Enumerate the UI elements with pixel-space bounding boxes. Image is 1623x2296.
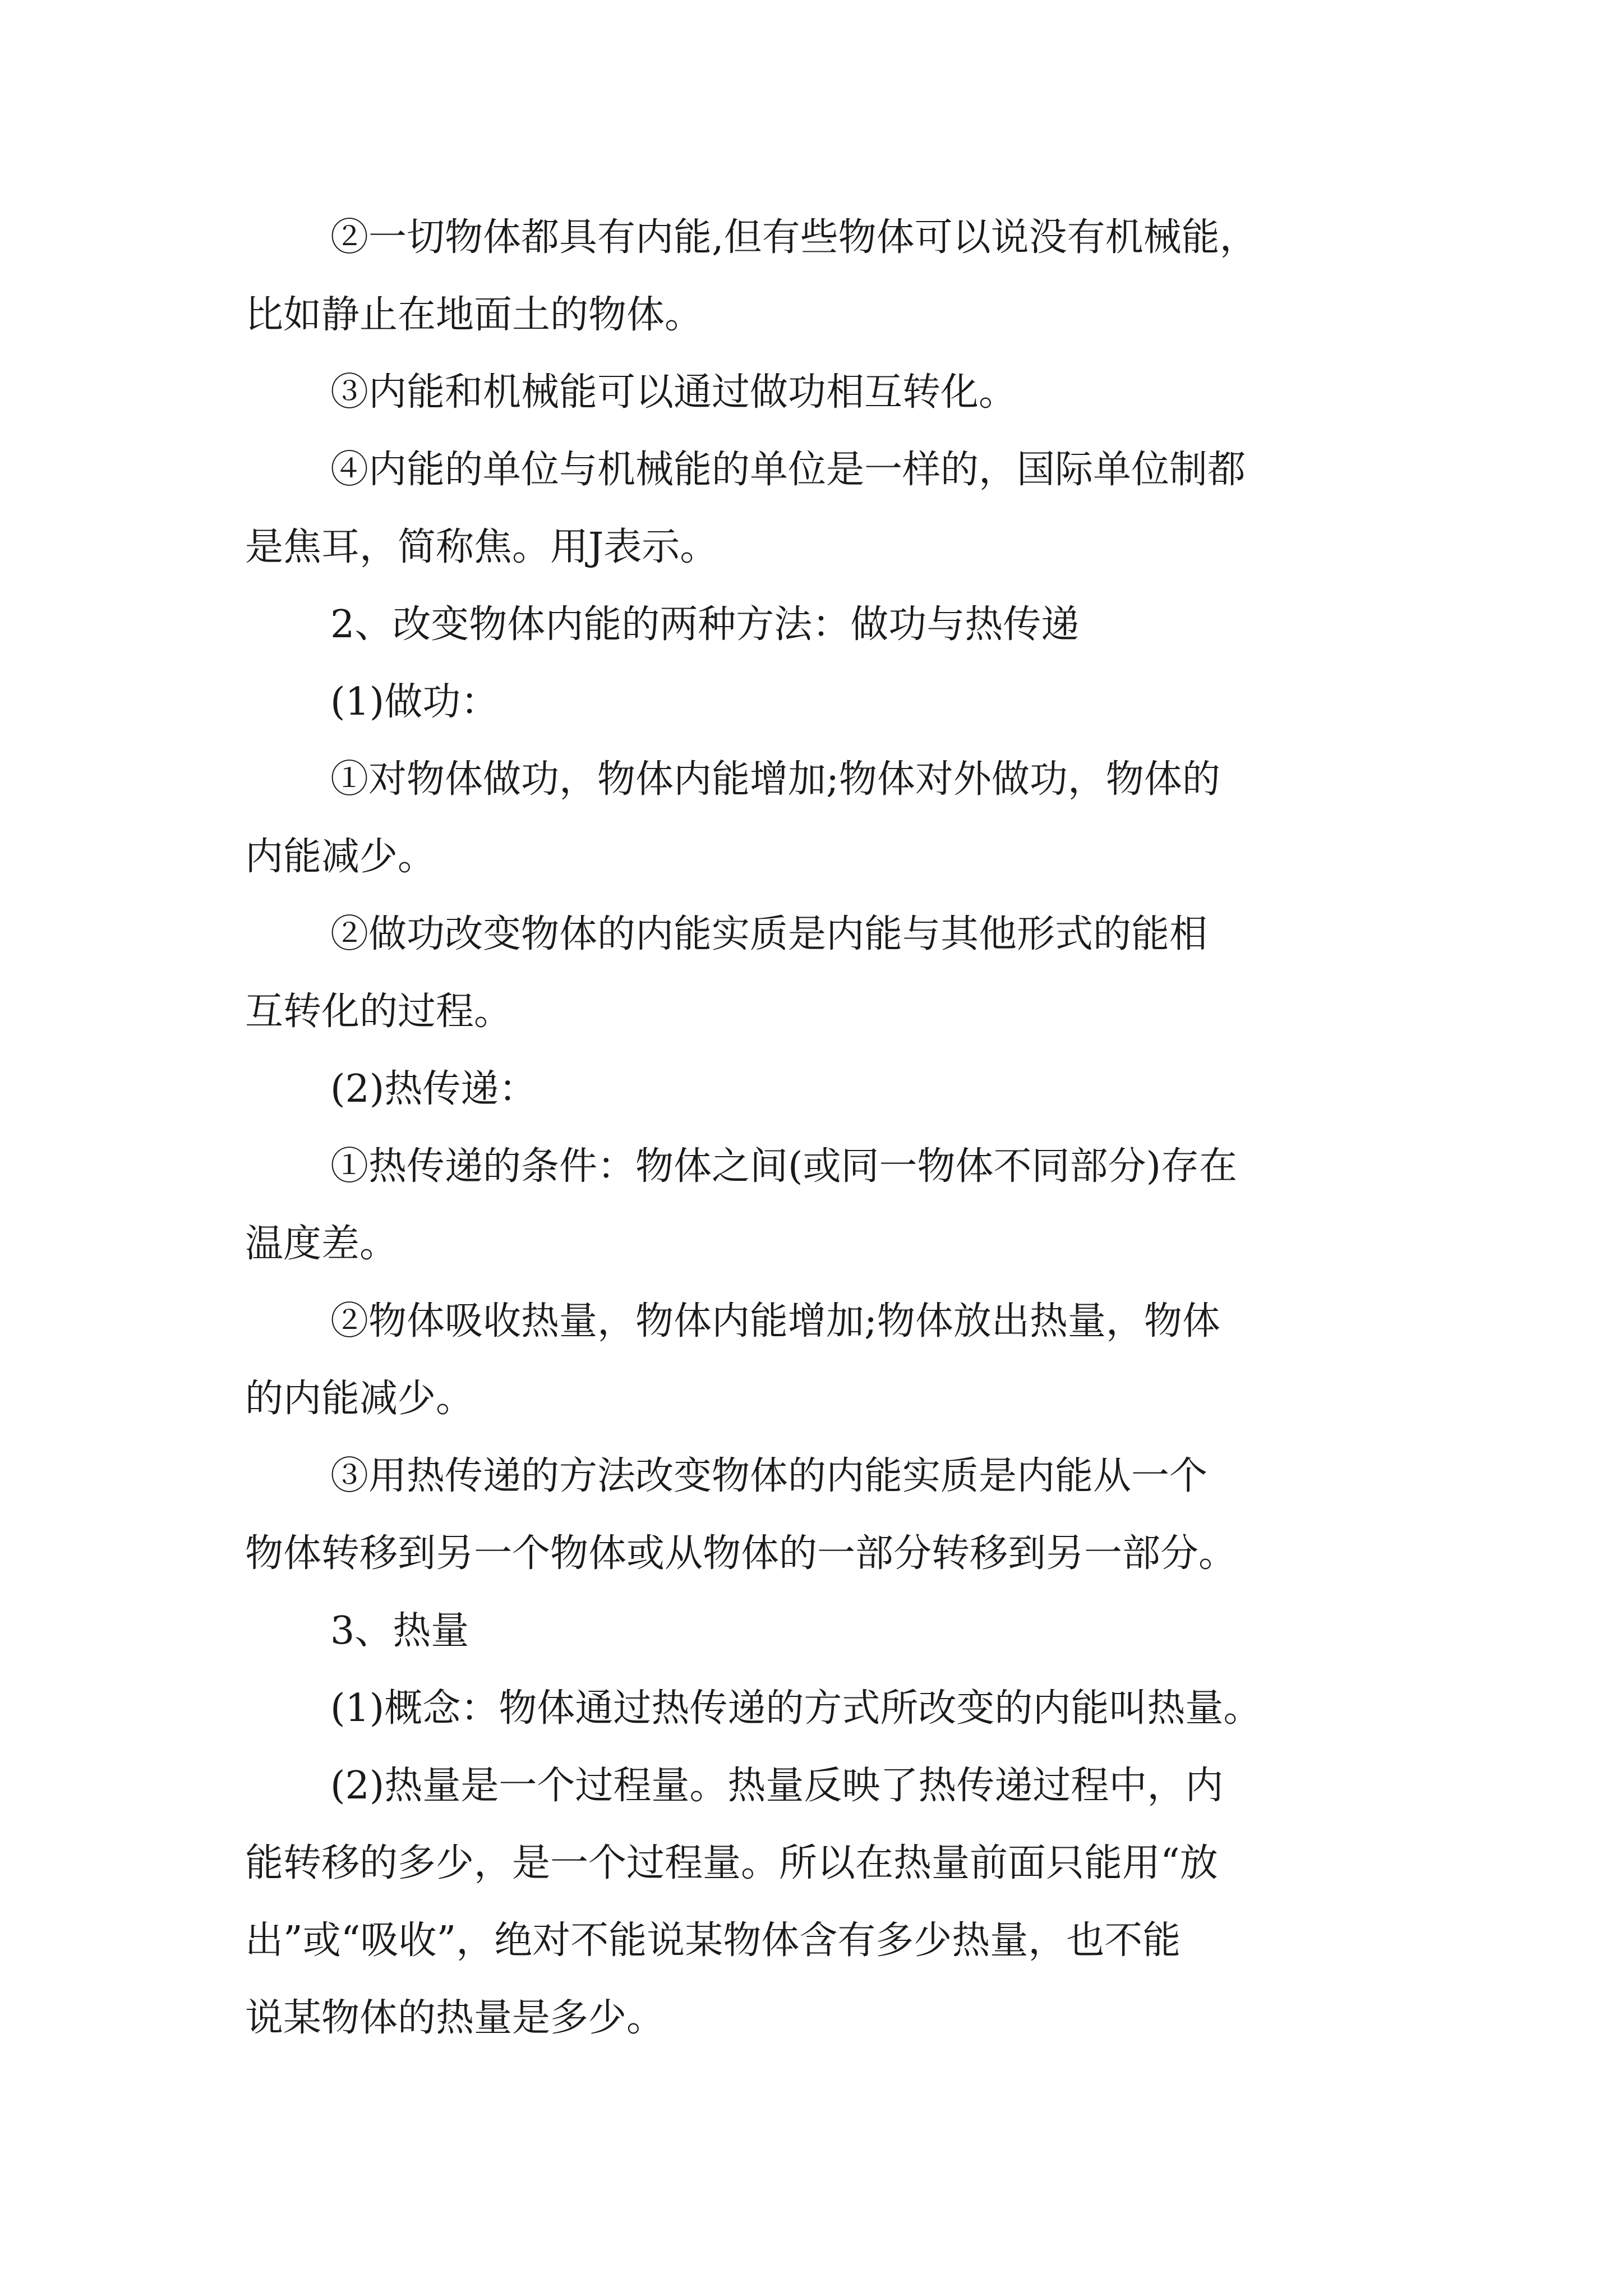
text-line: 温度差。 [245,1222,398,1266]
text-line: 3、热量 [330,1609,469,1653]
text-line: 2、改变物体内能的两种方法：做功与热传递 [330,602,1080,647]
text-line: ④内能的单位与机械能的单位是一样的，国际单位制都 [330,448,1246,492]
text-line: ①对物体做功，物体内能增加;物体对外做功，物体的 [330,757,1220,802]
text-line: ①热传递的条件：物体之间(或同一物体不同部分)存在 [330,1144,1238,1189]
document-body [245,199,1434,2057]
text-line: 的内能减少。 [245,1377,474,1421]
text-line: 能转移的多少，是一个过程量。所以在热量前面只能用“放 [245,1841,1218,1885]
text-line: (2)热传递： [330,1067,537,1111]
text-line: 互转化的过程。 [245,990,513,1034]
text-line: ③内能和机械能可以通过做功相互转化。 [330,370,1017,415]
text-line: 出”或“吸收”，绝对不能说某物体含有多少热量，也不能 [245,1918,1181,1963]
text-line: 说某物体的热量是多少。 [245,1996,665,2040]
text-line: 是焦耳，简称焦。用J表示。 [245,525,718,569]
text-line: ③用热传递的方法改变物体的内能实质是内能从一个 [330,1454,1208,1498]
text-line: (2)热量是一个过程量。热量反映了热传递过程中，内 [330,1764,1224,1808]
text-line: (1)概念：物体通过热传递的方式所改变的内能叫热量。 [330,1686,1262,1731]
text-line: ②物体吸收热量，物体内能增加;物体放出热量，物体 [330,1299,1220,1343]
text-line: ②做功改变物体的内能实质是内能与其他形式的能相 [330,912,1208,956]
text-line: 比如静止在地面土的物体。 [245,293,703,337]
text-line: 物体转移到另一个物体或从物体的一部分转移到另一部分。 [245,1531,1237,1576]
text-line: (1)做功： [330,680,499,724]
text-line: ②一切物体都具有内能,但有些物体可以说没有机械能， [330,215,1258,260]
text-line: 内能减少。 [245,835,436,879]
